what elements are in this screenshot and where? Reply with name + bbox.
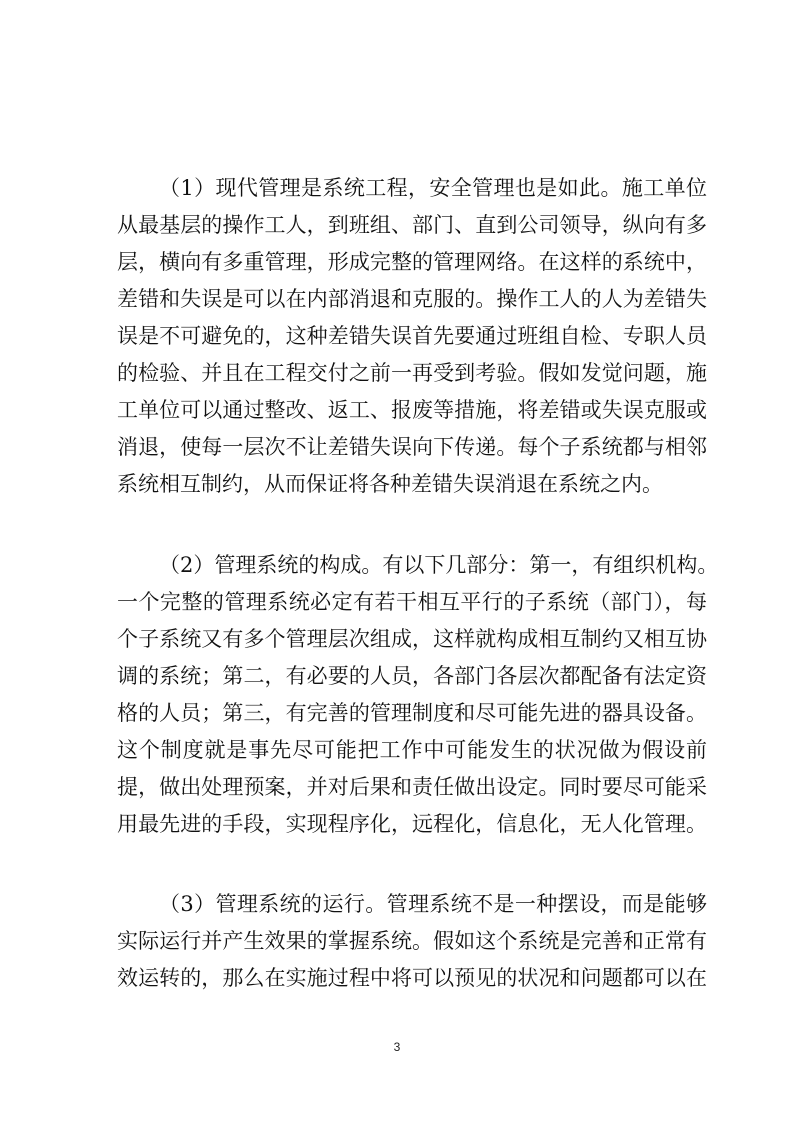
- paragraph-line: 用最先进的手段，实现程序化，远程化，信息化，无人化管理。: [117, 812, 707, 836]
- paragraph-line: （1）现代管理是系统工程，安全管理也是如此。施工单位: [159, 176, 707, 200]
- page-number: 3: [393, 1040, 401, 1054]
- paragraph-line: 消退，使每一层次不让差错失误向下传递。每个子系统都与相邻: [117, 435, 707, 459]
- paragraph-line: 效运转的，那么在实施过程中将可以预见的状况和问题都可以在: [117, 966, 707, 990]
- paragraph-line: 调的系统；第二，有必要的人员，各部门各层次都配备有法定资: [117, 664, 707, 688]
- paragraph-line: 实际运行并产生效果的掌握系统。假如这个系统是完善和正常有: [117, 929, 707, 953]
- paragraph-line: 的检验、并且在工程交付之前一再受到考验。假如发觉问题，施: [117, 361, 707, 385]
- paragraph-3: [117, 886, 707, 997]
- paragraph-line: （3）管理系统的运行。管理系统不是一种摆设，而是能够: [159, 892, 707, 916]
- paragraph-line: 个子系统又有多个管理层次组成，这样就构成相互制约又相互协: [117, 627, 707, 651]
- paragraph-line: 格的人员；第三，有完善的管理制度和尽可能先进的器具设备。: [117, 701, 707, 725]
- paragraph-line: 提，做出处理预案，并对后果和责任做出设定。同时要尽可能采: [117, 775, 707, 799]
- paragraph-line: 误是不可避免的，这种差错失误首先要通过班组自检、专职人员: [117, 324, 707, 348]
- paragraph-line: 差错和失误是可以在内部消退和克服的。操作工人的人为差错失: [117, 287, 707, 311]
- paragraph-2: [117, 547, 719, 843]
- paragraph-1: [117, 170, 707, 503]
- paragraph-line: 层，横向有多重管理，形成完整的管理网络。在这样的系统中，: [117, 250, 707, 274]
- paragraph-line: 工单位可以通过整改、返工、报废等措施，将差错或失误克服或: [117, 398, 707, 422]
- paragraph-line: 一个完整的管理系统必定有若干相互平行的子系统（部门），每: [117, 590, 707, 614]
- paragraph-line: 从最基层的操作工人，到班组、部门、直到公司领导，纵向有多: [117, 213, 707, 237]
- paragraph-line: （2）管理系统的构成。有以下几部分：第一，有组织机构。: [159, 553, 719, 577]
- paragraph-line: 这个制度就是事先尽可能把工作中可能发生的状况做为假设前: [117, 738, 707, 762]
- paragraph-line: 系统相互制约，从而保证将各种差错失误消退在系统之内。: [117, 472, 663, 496]
